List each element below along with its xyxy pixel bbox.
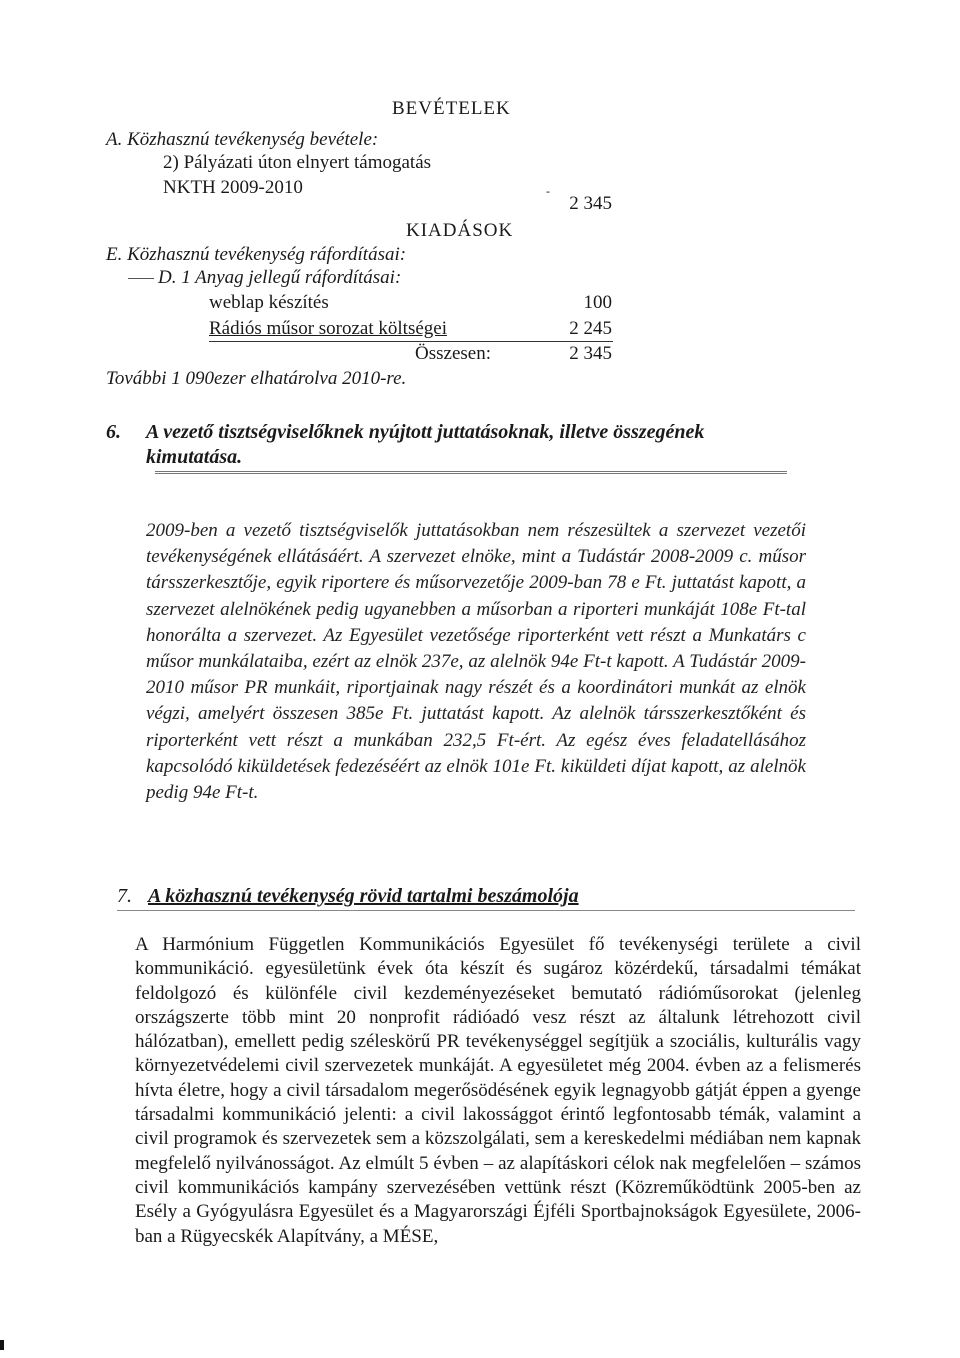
section7-title: A közhasznú tevékenység rövid tartalmi beszámolója [148, 885, 579, 907]
revenue-section-a: A. Közhasznú tevékenység bevétele: [106, 129, 379, 150]
edge-scan-mark [0, 1340, 4, 1350]
section6-title-line1: A vezető tisztségviselőknek nyújtott juttatásoknak, illetve összegének [146, 421, 705, 443]
expense-item-label: weblap készítés [209, 292, 329, 313]
section7-rule [117, 910, 855, 911]
section6-number: 6. [106, 421, 121, 443]
section7-paragraph: A Harmónium Független Kommunikációs Egyesület fő tevékenységi területe a civil kommunikáció. egyesületünk évek óta készít és sugároz közérdekű, társadalmi témákat feldolgozó és különféle civil kezdeményezéseket bemutató rádióműsorokat (jelenleg országszerte több mint 20 nonprofit rádióadó vesz részt az általunk létrehozott civil hálózatban), emellett pedig széleskörű PR tevékenységgel segítjük a szociális, kulturális vagy környezetvédelemi civil szervezetek munkáját. A egyesületet még 2004. évben az a felismerés hívta életre, hogy a civil társadalom megerősödésének egyik legnagyobb gátját éppen a gyenge társadalmi kommunikáció jelenti: a civil lakossággot érintő legfontosabb témák, valamint a civil programok és szervezetek sem a közszolgálati, sem a kereskedelmi médiában nem kapnak megfelelő nyilvánosságot. Az elmúlt 5 évben – az alapításkori célok nak megfelelően – számos civil kommunikációs kampány szervezésében vettünk részt (Közreműködtünk 2005-ben az Esély a Gyógyulásra Egyesület és a Magyarországi Éjféli Sportbajnokságok Egyesülete, 2006-ban a Rügyecskék Alapítvány, a MÉSE, [135, 934, 861, 1247]
expenses-deferral-note: További 1 090ezer elhatárolva 2010-re. [106, 368, 407, 389]
section6-paragraph: 2009-ben a vezető tisztségviselők juttatásokban nem részesültek a szervezet vezetői tevékenységének ellátásáért. A szervezet elnöke, mint a Tudástár 2008-2009 c. műsor társszerkesztője, egyik riportere és műsorvezetője 2009-ban 78 e Ft. juttatást kapott, a szervezet alelnökének pedig ugyanebben a műsorban a riporteri munkáját 108e Ft-tal honorálta a szervezet. Az Egyesület vezetősége riporterként vett részt a Munkatárs c műsor munkálataiba, ezért az elnök 237e, az alelnök 94e Ft-t kapott. A Tudástár 2009-2010 műsor PR munkáit, riportjainak nagy részét és a koordinátori munkát az elnök végzi, amelyért összesen 385e Ft. juttatást kapott. Az alelnök társszerkesztőként és riporterként vett részt a munkában 232,5 Ft-ért. Az egész éves feladatellásához kapcsolódó kiküldetések fedezéséért az elnök 101e Ft. kiküldeti díjat kapott, az alelnök pedig 94e Ft-t. [146, 520, 806, 804]
expenses-total-amount: 2 345 [569, 343, 612, 364]
expenses-section-d1: D. 1 Anyag jellegű ráfordításai: [158, 267, 402, 288]
expense-item-amount: 2 245 [569, 318, 612, 339]
section7-number: 7. [117, 885, 132, 907]
expense-item-label: Rádiós műsor sorozat költségei [209, 318, 447, 339]
section6-title-line2: kimutatása. [146, 446, 243, 468]
expenses-d1-lead-line [128, 278, 154, 279]
revenue-nkth-amount: 2 345 [569, 193, 612, 214]
expenses-section-e: E. Közhasznú tevékenység ráfordításai: [106, 244, 407, 265]
expenses-total-label: Összesen: [415, 343, 491, 364]
expenses-title: KIADÁSOK [406, 220, 514, 241]
revenue-title: BEVÉTELEK [392, 98, 511, 119]
expenses-total-rule [209, 341, 613, 342]
expense-item-amount: 100 [583, 292, 612, 313]
revenue-item-2: 2) Pályázati úton elnyert támogatás [163, 152, 432, 173]
section6-divider [155, 471, 787, 482]
revenue-nkth-label: NKTH 2009-2010 [163, 177, 303, 198]
revenue-dash-mark: - [546, 184, 550, 198]
